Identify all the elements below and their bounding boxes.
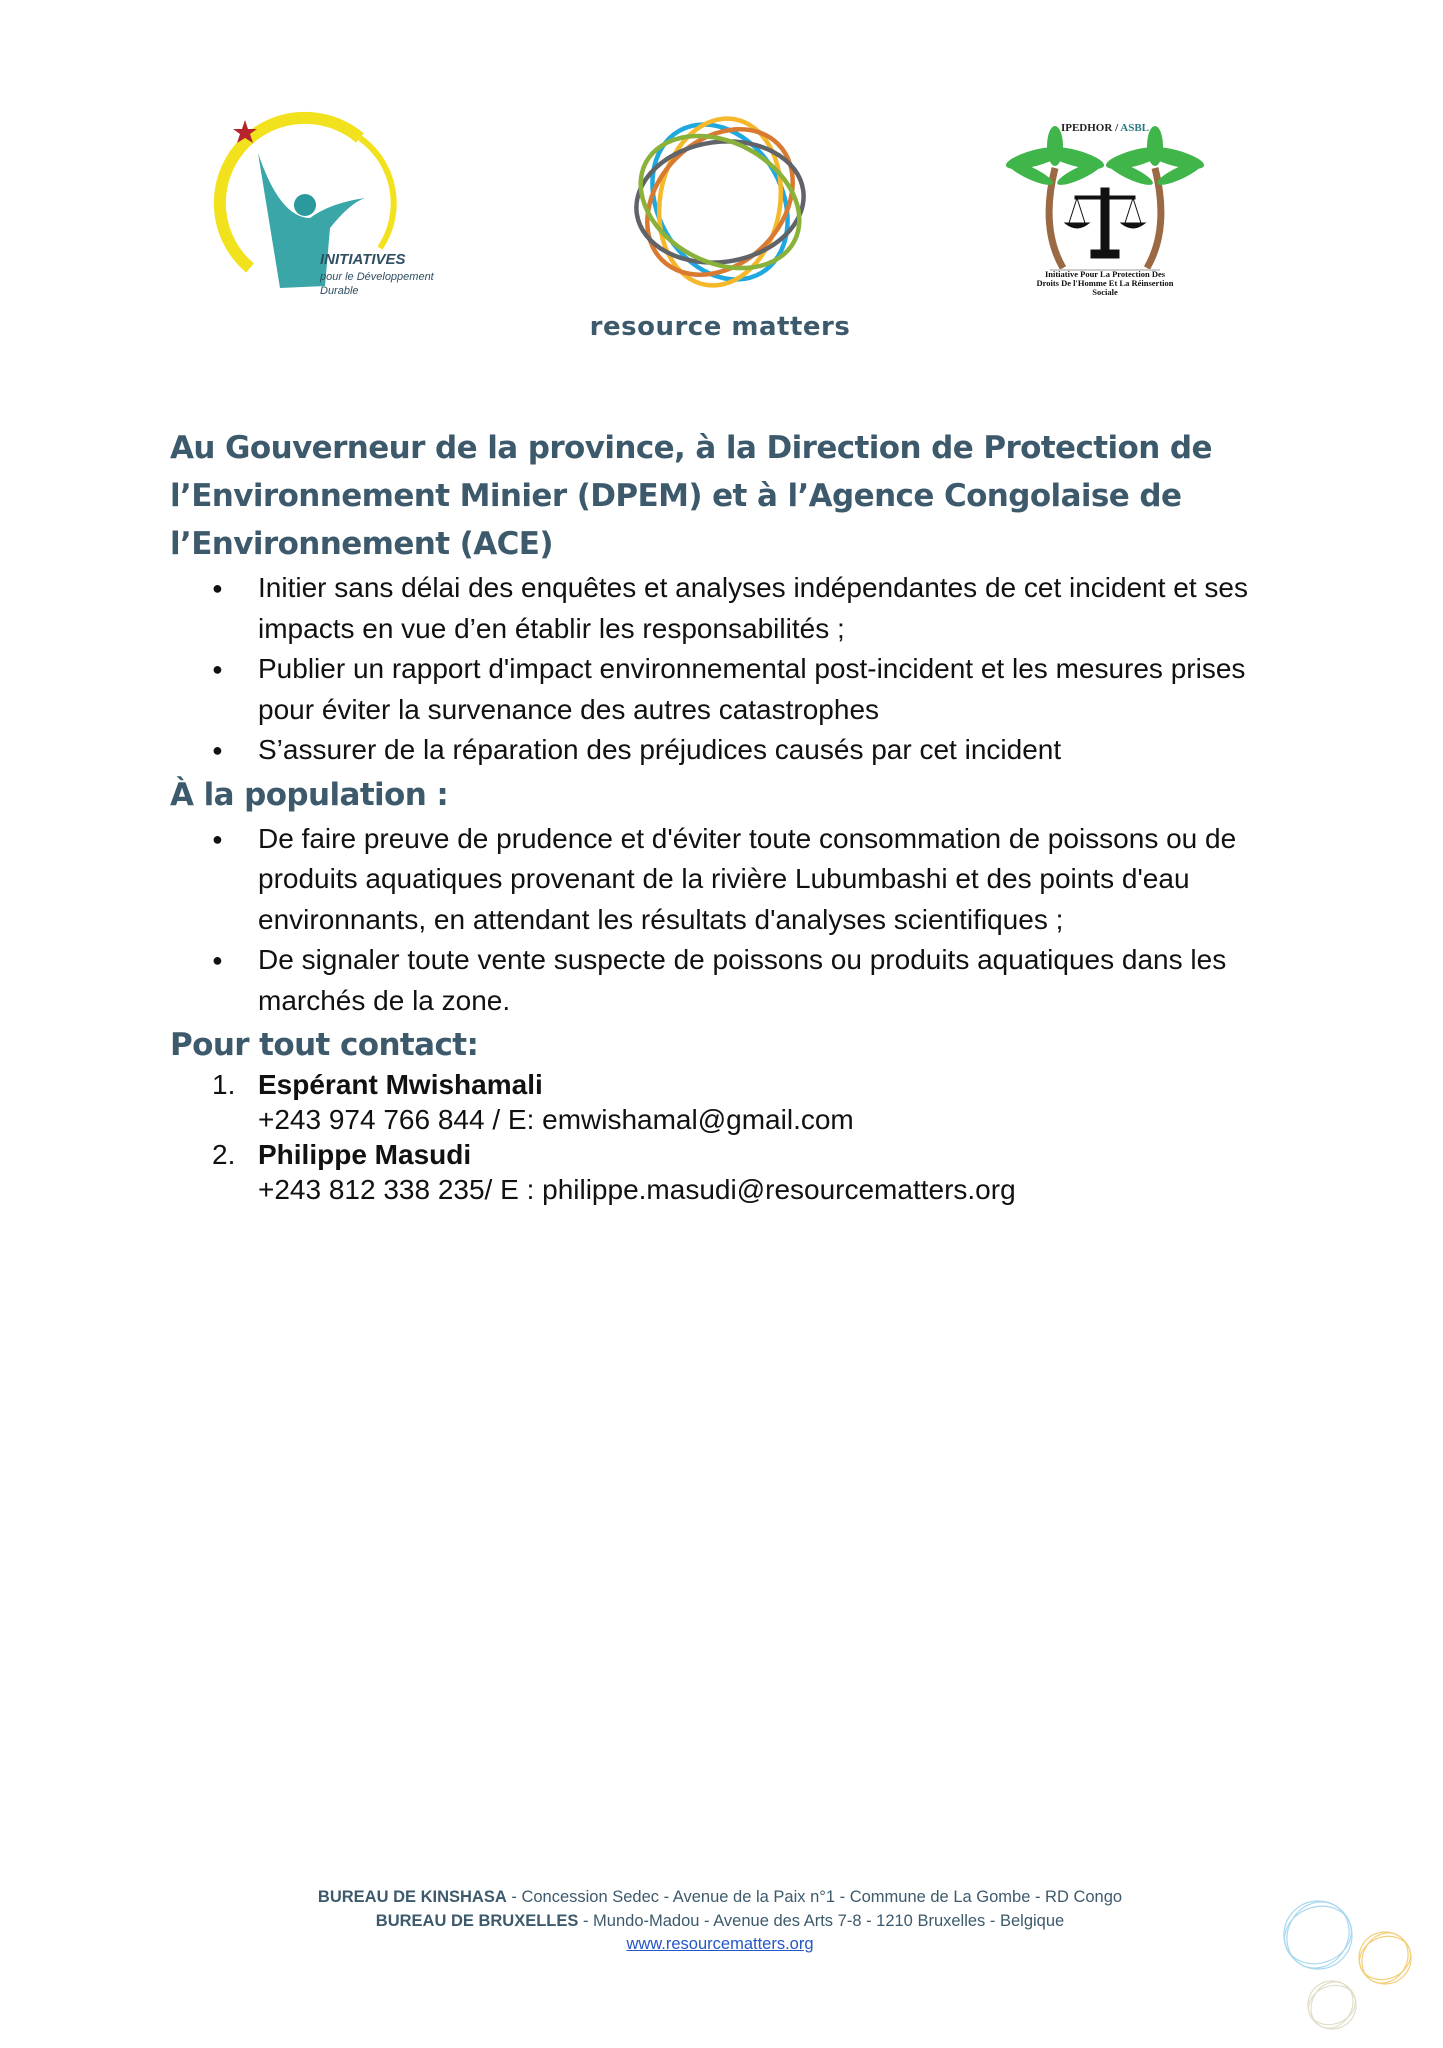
website-link[interactable]: www.resourcematters.org [626,1935,814,1953]
initiatives-subtitle-2: Durable [320,285,359,297]
section-title-contact: Pour tout contact: [170,1027,479,1063]
ipedhor-title [1040,122,1170,134]
ipedhor-caption-line: Initiative Pour La Protection Des [1044,269,1166,279]
ring-cluster-blue [1275,1891,1361,1980]
ring-green [630,112,810,292]
figure-head [294,194,316,216]
footer-bruxelles [300,1910,1140,1934]
footer-kinshasa-address: - Concession Sedec - Avenue de la Paix n°1 - Commune de La Gombe - RD Congo [506,1888,1123,1906]
ipedhor-sep: / [1112,122,1121,134]
ipedhor-caption-line: Droits De l'Homme Et La Réinsertion [1036,278,1174,288]
contact-details: +243 812 338 235/ E : philippe.masudi@resourcematters.org [258,1174,1016,1205]
contact-list [170,1067,1290,1207]
section-title-population: À la population : [170,776,449,813]
footer-kinshasa-label: BUREAU DE KINSHASA [317,1888,507,1906]
ipedhor-name: IPEDHOR [1060,122,1113,134]
resource-matters-wordmark: resource matters [589,312,851,342]
population-recommendations [170,819,1290,1022]
resource-matters-logo [630,112,810,292]
ipedhor-caption [1005,270,1205,297]
yellow-arc-right [360,138,394,248]
footer [300,1886,1140,1957]
ipedhor-asbl: ASBL [1120,122,1150,134]
document-body [170,424,1290,1207]
footer-kinshasa [300,1886,1140,1910]
header-logos [0,0,1443,360]
section-title-authorities: Au Gouverneur de la province, à la Direction de Protection de l’Environnement Minier (DPEM) et à l’Agence Congolaise de l’Environnement (ACE) [170,430,1212,562]
contact-name: Espérant Mwishamali [258,1069,543,1100]
list-item: ● De faire preuve de prudence et d'éviter toute consommation de poissons ou de produits aquatiques provenant de la rivière Lubumbashi et des points d'eau environnants, en attendant les résultats d'analyses scientifiques ; [170,819,1290,941]
scales-of-justice-icon [1065,188,1145,258]
initiatives-label: INITIATIVES [320,251,406,268]
authorities-recommendations [170,568,1290,771]
contact-number: 1. [212,1069,236,1100]
contact-details: +243 974 766 844 / E: emwishamal@gmail.com [258,1104,854,1135]
initiatives-subtitle: pour le Développement [320,271,434,283]
contact-name: Philippe Masudi [258,1139,472,1170]
ring-cluster-yellow [1353,1924,1417,1991]
contact-item [170,1137,1290,1207]
list-item: ● Publier un rapport d'impact environnemental post-incident et les mesures prises pour éviter la survenance des autres catastrophes [170,649,1290,730]
contact-number: 2. [212,1139,236,1170]
initiatives-logo [210,108,460,308]
ipedhor-caption-line: Sociale [1092,287,1118,297]
footer-bruxelles-address: - Mundo-Madou - Avenue des Arts 7-8 - 1210 Bruxelles - Belgique [578,1911,1065,1930]
decorative-rings-icon [1270,1880,1440,2040]
list-item: ● De signaler toute vente suspecte de poissons ou produits aquatiques dans les marchés de la zone. [170,940,1290,1021]
list-item: ● S’assurer de la réparation des préjudices causés par cet incident [170,730,1290,771]
ring-cluster-beige [1303,1974,1362,2036]
list-item: ● Initier sans délai des enquêtes et analyses indépendantes de cet incident et ses impacts en vue d’en établir les responsabilités ; [170,568,1290,649]
footer-bruxelles-label: BUREAU DE BRUXELLES [375,1911,579,1930]
contact-item [170,1067,1290,1137]
